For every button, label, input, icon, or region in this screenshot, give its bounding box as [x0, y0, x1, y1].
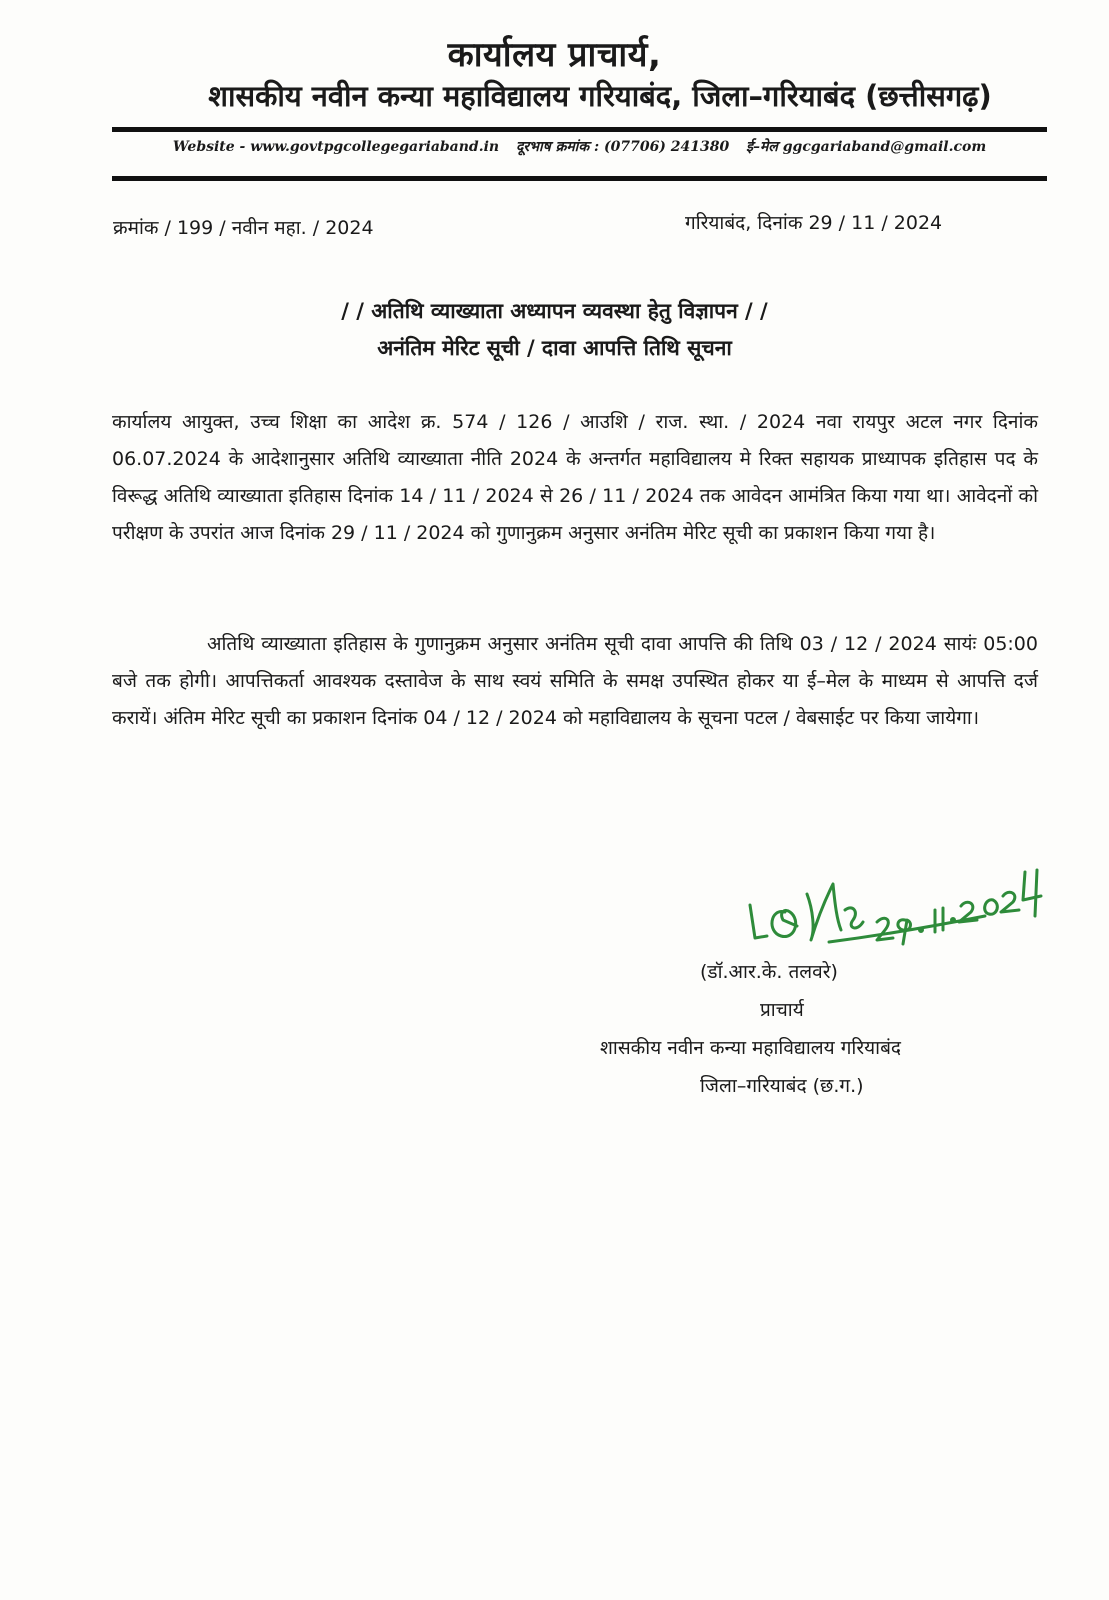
email-text: ई–मेल ggcgariaband@gmail.com — [746, 139, 987, 155]
header-rule-bottom — [112, 176, 1047, 181]
signatory-name: (डॉ.आर.के. तलवरे) — [700, 961, 838, 983]
reference-date: गरियाबंद, दिनांक 29 / 11 / 2024 — [685, 212, 943, 234]
college-name-heading: शासकीय नवीन कन्या महाविद्यालय गरियाबंद, जिला–गरियाबंद (छत्तीसगढ़) — [208, 79, 992, 113]
body-paragraph-2: अतिथि व्याख्याता इतिहास के गुणानुक्रम अनुसार अनंतिम सूची दावा आपत्ति की तिथि 03 / 12 / 2024 सायंः 05:00 बजे तक होगी। आपत्तिकर्ता आवश्यक दस्तावेज के साथ स्वयं समिति के समक्ष उपस्थित होकर या ई–मेल के माध्यम से आपत्ति दर्ज करायें। अंतिम मेरिट सूची का प्रकाशन दिनांक 04 / 12 / 2024 को महाविद्यालय के सूचना पटल / वेबसाईट पर किया जायेगा। — [112, 633, 1038, 729]
contact-line — [112, 137, 1047, 156]
body-paragraph-1: कार्यालय आयुक्त, उच्च शिक्षा का आदेश क्र. 574 / 126 / आउशि / राज. स्था. / 2024 नवा रायपुर अटल नगर दिनांक 06.07.2024 के आदेशानुसार अतिथि व्याख्याता नीति 2024 के अन्तर्गत महाविद्यालय मे रिक्त सहायक प्राध्यापक इतिहास पद के विरूद्ध अतिथि व्याख्याता इतिहास दिनांक 14 / 11 / 2024 से 26 / 11 / 2024 तक आवेदन आमंत्रित किया गया था। आवेदनों को परीक्षण के उपरांत आज दिनांक 29 / 11 / 2024 को गुणानुक्रम अनुसार अनंतिम मेरिट सूची का प्रकाशन किया गया है। — [112, 411, 1038, 544]
office-title: कार्यालय प्राचार्य, — [447, 35, 662, 75]
subject-line-2: अनंतिम मेरिट सूची / दावा आपत्ति तिथि सूचना — [377, 336, 732, 360]
website-text: Website - www.govtpgcollegegariaband.in — [172, 139, 500, 155]
header-rule-top — [112, 127, 1047, 132]
subject-line-1: / / अतिथि व्याख्याता अध्यापन व्यवस्था हेतु विज्ञापन / / — [341, 299, 768, 323]
reference-number: क्रमांक / 199 / नवीन महा. / 2024 — [113, 217, 374, 239]
signatory-designation: प्राचार्य — [760, 999, 804, 1021]
signatory-college: शासकीय नवीन कन्या महाविद्यालय गरियाबंद — [600, 1037, 902, 1059]
handwritten-signature — [745, 850, 1045, 960]
signatory-district: जिला–गरियाबंद (छ.ग.) — [700, 1075, 864, 1097]
phone-text: दूरभाष क्रमांक : (07706) 241380 — [515, 139, 730, 155]
